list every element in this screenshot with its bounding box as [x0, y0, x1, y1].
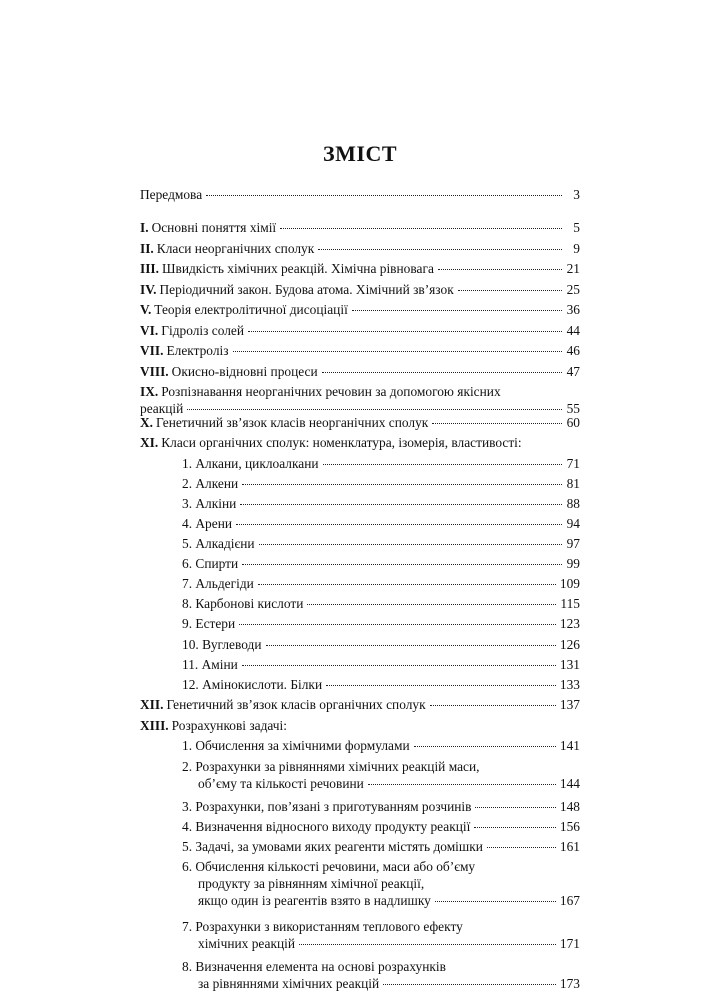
dot-leader [240, 504, 562, 505]
dot-leader [307, 604, 556, 605]
entry-title: Теорія електролітичної дисоціації [154, 302, 348, 317]
toc-entry-line [140, 322, 580, 339]
toc-entry [182, 918, 580, 952]
page-number: 99 [566, 556, 580, 571]
dot-leader [323, 464, 562, 465]
toc-entry-line [140, 363, 580, 380]
toc-entry [182, 958, 580, 992]
toc-entry-line [182, 892, 580, 909]
toc-entry [140, 322, 580, 339]
page-number: 44 [566, 323, 580, 338]
dot-leader [383, 984, 556, 985]
entry-title: Передмова [140, 187, 203, 202]
toc-entry [140, 383, 580, 417]
toc-entry-line [182, 818, 580, 835]
toc-entry-line [140, 414, 580, 431]
toc-entry-line [140, 281, 580, 298]
entry-title: Окисно-відновні процеси [171, 364, 318, 379]
entry-title: 10. Вуглеводи [182, 637, 262, 652]
dot-leader [187, 409, 562, 410]
toc-entry [182, 676, 580, 693]
section-number: II. [140, 241, 154, 256]
dot-leader [233, 351, 562, 352]
toc-entry-line [182, 798, 580, 815]
toc-entry [182, 555, 580, 572]
page-number: 88 [566, 496, 580, 511]
toc-entry-line [182, 875, 580, 892]
toc-entry [182, 758, 580, 792]
toc-entry [182, 495, 580, 512]
page-number: 161 [559, 839, 580, 854]
entry-title: Електроліз [166, 343, 229, 358]
toc-entry-line [140, 717, 580, 734]
dot-leader [206, 195, 562, 196]
toc-entry-line [140, 696, 580, 713]
dot-leader [438, 269, 562, 270]
toc-entry [182, 455, 580, 472]
toc-entry [182, 798, 580, 815]
page-number: 9 [573, 241, 580, 256]
entry-title: хімічних реакцій [198, 936, 296, 951]
entry-title: 3. Алкіни [182, 496, 237, 511]
dot-leader [475, 807, 555, 808]
toc-entry-line [182, 858, 580, 875]
section-number: V. [140, 302, 152, 317]
toc-entry-line [182, 737, 580, 754]
dot-leader [258, 584, 556, 585]
dot-leader [242, 484, 562, 485]
toc-entry-line [140, 186, 580, 203]
toc-entry [182, 535, 580, 552]
page-number: 109 [559, 576, 580, 591]
entry-title: Гідроліз солей [161, 323, 245, 338]
toc-entry [182, 475, 580, 492]
entry-title: Швидкість хімічних реакцій. Хімічна рівновага [161, 261, 434, 276]
toc-entry-line [182, 455, 580, 472]
toc-entry-line [182, 515, 580, 532]
toc-entry [182, 515, 580, 532]
entry-title: реакцій [140, 401, 184, 416]
toc-entry [140, 240, 580, 257]
section-number: IX. [140, 384, 159, 399]
toc-entry-line [182, 636, 580, 653]
entry-title: Періодичний закон. Будова атома. Хімічний зв’язок [159, 282, 454, 297]
dot-leader [326, 685, 556, 686]
dot-leader [236, 524, 562, 525]
toc-entry [182, 636, 580, 653]
dot-leader [474, 827, 556, 828]
page-number: 94 [566, 516, 580, 531]
page-number: 173 [559, 976, 580, 991]
entry-title: 2. Алкени [182, 476, 239, 491]
entry-title: за рівняннями хімічних реакцій [198, 976, 380, 991]
toc-entry [182, 818, 580, 835]
section-number: VIII. [140, 364, 169, 379]
toc-entry-line [182, 595, 580, 612]
page-title: ЗМІСТ [323, 141, 397, 166]
page-number: 71 [566, 456, 580, 471]
section-number: X. [140, 415, 154, 430]
dot-leader [458, 290, 562, 291]
dot-leader [435, 901, 556, 902]
dot-leader [242, 665, 556, 666]
toc-entry [140, 281, 580, 298]
page-number: 60 [566, 415, 580, 430]
entry-title: Основні поняття хімії [151, 220, 277, 235]
toc-entry-line [182, 958, 580, 975]
entry-title: 4. Арени [182, 516, 233, 531]
entry-title: 7. Альдегіди [182, 576, 254, 591]
toc-entry-line [182, 656, 580, 673]
dot-leader [352, 310, 562, 311]
page-number: 144 [559, 776, 580, 791]
toc-entry-line [182, 615, 580, 632]
toc-entry-line [140, 219, 580, 236]
page-number: 148 [559, 799, 580, 814]
section-number: VI. [140, 323, 159, 338]
dot-leader [242, 564, 562, 565]
entry-title: Розрахункові задачі: [171, 718, 287, 733]
entry-title: Генетичний зв’язок класів органічних сполук [166, 697, 426, 712]
entry-title: Класи органічних сполук: номенклатура, ізомерія, властивості: [161, 435, 522, 450]
page-number: 55 [566, 401, 580, 416]
entry-title: 3. Розрахунки, пов’язані з приготуванням розчинів [182, 799, 472, 814]
section-number: XII. [140, 697, 164, 712]
toc-entry-line [182, 975, 580, 992]
section-number: XI. [140, 435, 159, 450]
dot-leader [259, 544, 562, 545]
entry-title: 11. Аміни [182, 657, 238, 672]
entry-title: 1. Обчислення за хімічними формулами [182, 738, 410, 753]
toc-entry [182, 737, 580, 754]
toc-entry [140, 363, 580, 380]
page-number: 156 [559, 819, 580, 834]
toc-entry [140, 260, 580, 277]
page-number: 171 [559, 936, 580, 951]
toc-entry-line [182, 475, 580, 492]
entry-title: 8. Визначення елемента на основі розрахунків [182, 959, 446, 974]
dot-leader [368, 784, 556, 785]
toc-entry-line [182, 758, 580, 775]
toc-entry [182, 615, 580, 632]
entry-title: 12. Амінокислоти. Білки [182, 677, 323, 692]
dot-leader [266, 645, 556, 646]
section-number: III. [140, 261, 159, 276]
toc-entry [182, 838, 580, 855]
toc-entry-line [140, 260, 580, 277]
toc-entry-line [182, 535, 580, 552]
dot-leader [239, 624, 556, 625]
dot-leader [248, 331, 562, 332]
page-number: 115 [560, 596, 580, 611]
dot-leader [430, 705, 556, 706]
toc-entry-line [182, 575, 580, 592]
toc-entry [140, 696, 580, 713]
section-number: VII. [140, 343, 164, 358]
toc-entry-line [182, 775, 580, 792]
toc-entry [182, 656, 580, 673]
page-number: 25 [566, 282, 580, 297]
toc-entry-line [182, 495, 580, 512]
entry-title: Розпізнавання неорганічних речовин за допомогою якісних [161, 384, 501, 399]
page-number: 47 [566, 364, 580, 379]
entry-title: 6. Обчислення кількості речовини, маси або об’єму [182, 859, 476, 874]
dot-leader [432, 423, 562, 424]
entry-title: об’єму та кількості речовини [198, 776, 364, 791]
page-number: 133 [559, 677, 580, 692]
page-number: 97 [566, 536, 580, 551]
section-number: I. [140, 220, 149, 235]
entry-title: 5. Алкадієни [182, 536, 255, 551]
toc-entry [182, 858, 580, 909]
toc-entry [140, 342, 580, 359]
page-number: 21 [566, 261, 580, 276]
page-number: 3 [573, 187, 580, 202]
toc-entry-line [140, 342, 580, 359]
dot-leader [414, 746, 556, 747]
entry-title: 4. Визначення відносного виходу продукту реакції [182, 819, 471, 834]
toc-entry-line [140, 383, 580, 400]
page-number: 81 [566, 476, 580, 491]
entry-title: 7. Розрахунки з використанням теплового ефекту [182, 919, 463, 934]
toc-entry-line [140, 434, 580, 451]
toc-entry-line [182, 555, 580, 572]
page-number: 167 [559, 893, 580, 908]
page-number: 126 [559, 637, 580, 652]
toc-entry-line [140, 301, 580, 318]
toc-entry-line [182, 676, 580, 693]
toc-entry [140, 301, 580, 318]
page-number: 46 [566, 343, 580, 358]
toc-entry-line [182, 838, 580, 855]
entry-title: якщо один із реагентів взято в надлишку [198, 893, 431, 908]
entry-title: 1. Алкани, циклоалкани [182, 456, 319, 471]
toc-entry-line [182, 918, 580, 935]
entry-title: 9. Естери [182, 616, 236, 631]
page-number: 123 [559, 616, 580, 631]
toc-entry [140, 434, 580, 451]
section-number: IV. [140, 282, 157, 297]
dot-leader [280, 228, 562, 229]
entry-title: 8. Карбонові кислоти [182, 596, 304, 611]
dot-leader [299, 944, 556, 945]
toc-entry-line [140, 240, 580, 257]
entry-title: 2. Розрахунки за рівняннями хімічних реакцій маси, [182, 759, 480, 774]
toc-entry [140, 219, 580, 236]
toc-entry [140, 717, 580, 734]
section-number: XIII. [140, 718, 169, 733]
page-number: 131 [559, 657, 580, 672]
page-number: 36 [566, 302, 580, 317]
entry-title: 5. Задачі, за умовами яких реагенти містять домішки [182, 839, 483, 854]
toc-entry [140, 186, 580, 203]
dot-leader [322, 372, 562, 373]
entry-title: Генетичний зв’язок класів неорганічних сполук [156, 415, 429, 430]
toc-entry [182, 595, 580, 612]
toc-entry [140, 414, 580, 431]
toc-entry-line [182, 935, 580, 952]
entry-title: продукту за рівнянням хімічної реакції, [198, 876, 425, 891]
page-number: 141 [559, 738, 580, 753]
entry-title: 6. Спирти [182, 556, 239, 571]
dot-leader [487, 847, 556, 848]
dot-leader [318, 249, 562, 250]
entry-title: Класи неорганічних сполук [156, 241, 315, 256]
toc-entry [182, 575, 580, 592]
page-number: 137 [559, 697, 580, 712]
page-number: 5 [573, 220, 580, 235]
